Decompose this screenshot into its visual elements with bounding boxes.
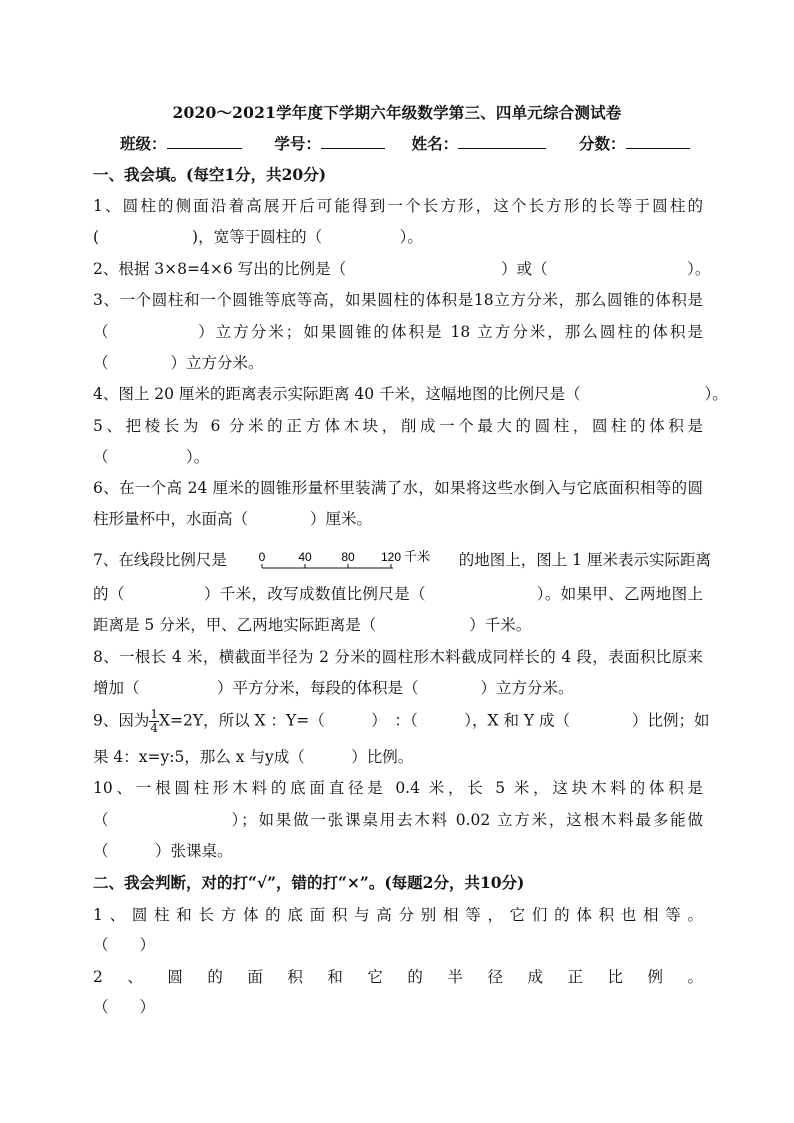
q6-line-1: 6、在一个高 24 厘米的圆锥形量杯里装满了水，如果将这些水倒入与它底面积相等的圆 [93,479,703,497]
q7-line-2: 的（ ）千米，改写成数值比例尺是（ ）。如果甲、乙两地图上 [93,585,703,603]
q10-line-2: （ ）；如果做一张课桌用去木料 0.02 立方米，这根木料最多能做 [93,811,703,829]
scale-tick-80: 80 [341,550,355,564]
name-label: 姓名： [411,134,459,153]
q5-line-2: （ ）。 [93,448,210,466]
q5-line-1: 5、把棱长为 6 分米的正方体木块，削成一个最大的圆柱，圆柱的体积是 [93,417,703,435]
q7-line-1-prefix: 7、在线段比例尺是 [93,551,227,569]
scale-unit: 千米 [403,550,430,565]
scale-tick-40: 40 [298,550,312,564]
fraction-one-quarter [149,708,159,735]
judge-q2-line-2: （ ） [93,998,156,1016]
q3-line-3: （ ）立方分米。 [93,354,264,372]
judge-q1-line-2: （ ） [93,936,156,954]
q8-line-2: 增加（ ）平方分米，每段的体积是（ ）立方分米。 [93,679,574,697]
number-blank[interactable] [321,133,385,149]
scale-tick-0: 0 [258,550,266,564]
name-blank[interactable] [458,133,546,149]
q10-line-1: 10、一根圆柱形木料的底面直径是 0.4 米，长 5 米，这块木料的体积是 [93,779,703,797]
q9-line-1 [93,707,710,735]
q9-line-2: 果 4：x=y:5，那么 x 与y成（ ）比例。 [93,748,414,766]
q6-line-2: 柱形量杯中，水面高（ ）厘米。 [93,510,373,528]
student-info-row [120,132,690,154]
q9-suffix: X=2Y，所以 X ：Y=（ ） ：（ ），X 和 Y 成（ ）比例；如 [159,711,710,730]
q7-line-3: 距离是 5 分米，甲、乙两地实际距离是（ ）千米。 [93,616,532,634]
q7-line-1 [93,548,711,573]
judge-q2-line-1: 2、圆的面积和它的半径成正比例。 [93,968,703,986]
exam-title: 2020～2021学年度下学期六年级数学第三、四单元综合测试卷 [172,103,622,122]
line-scale-bar [256,549,446,573]
q2-line-1: 2、根据 3×8=4×6 写出的比例是（ ）或（ ）。 [93,260,711,278]
class-label: 班级： [120,134,167,153]
class-blank[interactable] [167,133,242,149]
q10-line-3: （ ）张课桌。 [93,842,233,860]
q3-line-2: （ ）立方分米；如果圆锥的体积是 18 立方分米，那么圆柱的体积是 [93,323,703,341]
section-1-heading: 一、我会填。(每空1分，共20分) [93,165,327,184]
judge-q1-line-1: 1、圆柱和长方体的底面积与高分别相等，它们的体积也相等。 [93,906,703,924]
q9-prefix: 9、因为 [93,711,150,730]
q4-line-1: 4、图上 20 厘米的距离表示实际距离 40 千米，这幅地图的比例尺是（ ）。 [93,385,728,403]
scale-tick-120: 120 [380,550,401,564]
q8-line-1: 8、一根长 4 米，横截面半径为 2 分米的圆柱形木料截成同样长的 4 段，表面积比原来 [93,648,703,666]
number-label: 学号： [274,134,321,153]
score-label: 分数： [578,134,626,153]
q1-line-2: ( )，宽等于圆柱的（ ）。 [93,228,423,246]
fraction-numerator: 1 [150,707,159,721]
q1-line-1: 1、圆柱的侧面沿着高展开后可能得到一个长方形，这个长方形的长等于圆柱的 [93,197,703,215]
q7-line-1-suffix: 的地图上，图上 1 厘米表示实际距离 [458,551,711,569]
score-blank[interactable] [626,133,690,149]
fraction-denominator: 4 [150,721,159,735]
q3-line-1: 3、一个圆柱和一个圆锥等底等高，如果圆柱的体积是18立方分米，那么圆锥的体积是 [93,291,703,309]
section-2-heading: 二、我会判断，对的打“√”，错的打“×”。(每题2分，共10分) [93,873,525,892]
